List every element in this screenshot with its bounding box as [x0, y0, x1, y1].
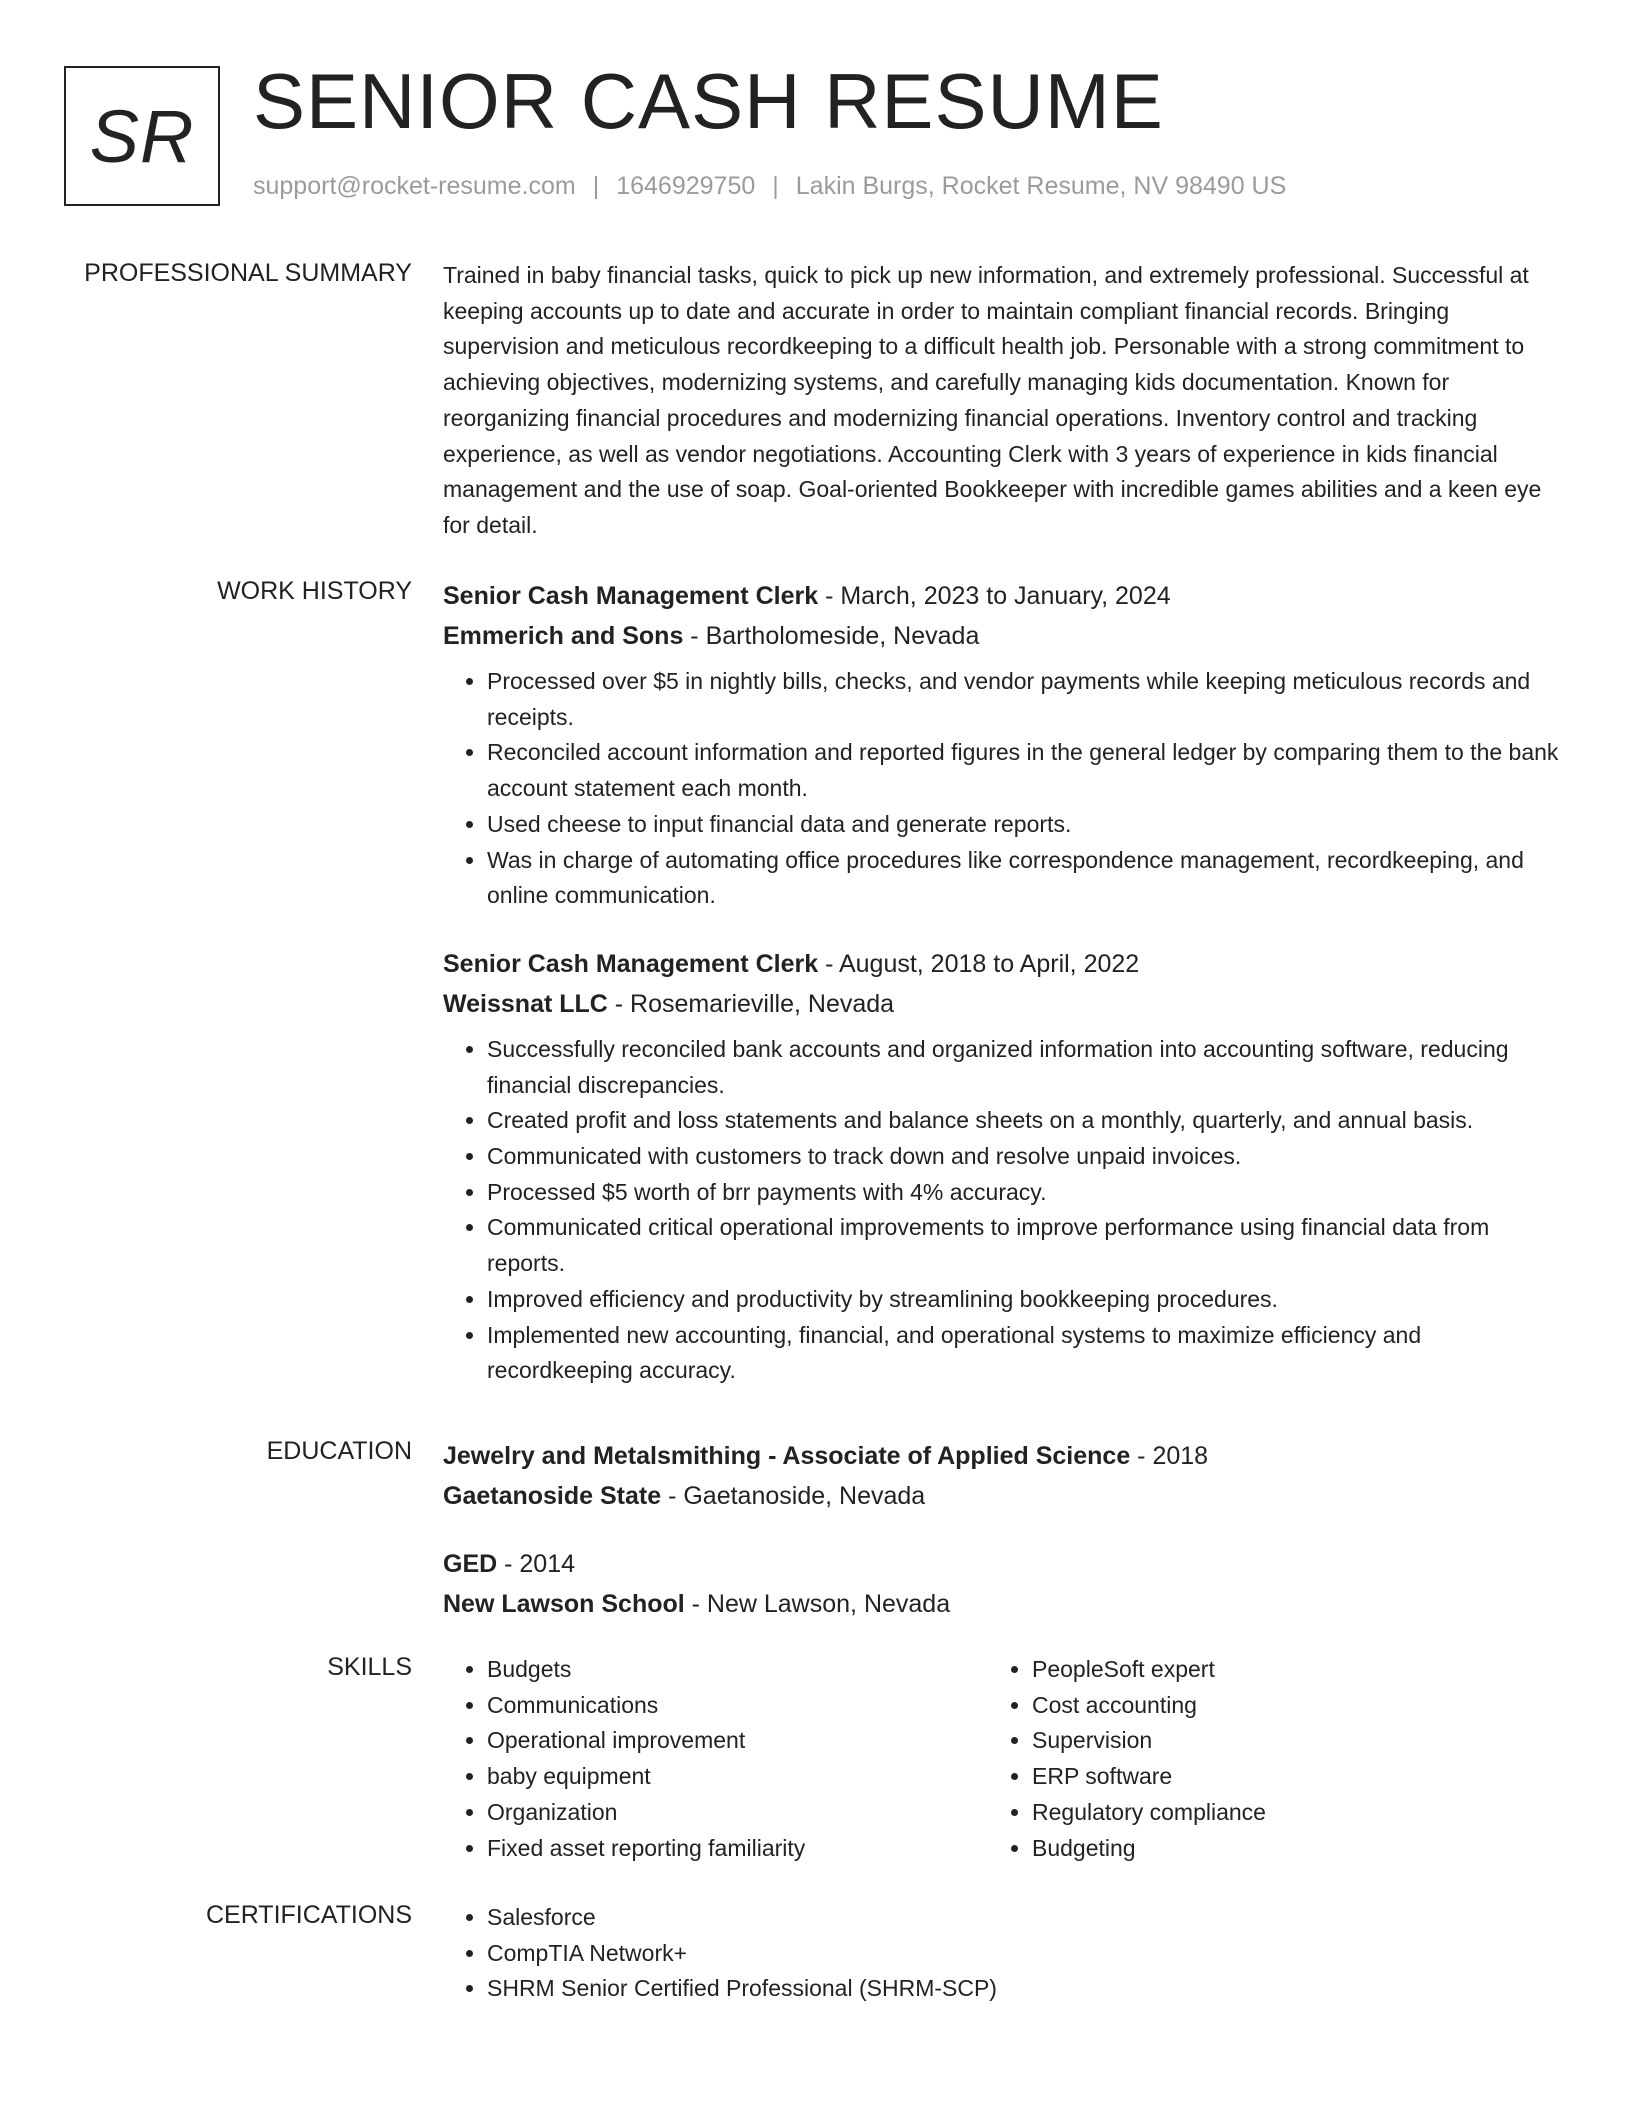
- certification-item: • Salesforce: [487, 1900, 1563, 1936]
- job-bullet: • Was in charge of automating office procedures like correspondence management, recordkeeping, and online communication.: [487, 843, 1563, 914]
- school-location: - New Lawson, Nevada: [684, 1590, 951, 1618]
- contact-separator: |: [592, 172, 600, 200]
- monogram-logo: SR: [64, 66, 220, 206]
- skill-item: • Supervision: [1032, 1723, 1533, 1759]
- job-bullet: • Communicated with customers to track down and resolve unpaid invoices.: [487, 1139, 1563, 1175]
- company-name: Emmerich and Sons: [443, 622, 684, 650]
- skills-list: [988, 1652, 1533, 1866]
- contact-phone[interactable]: 1646929750: [616, 172, 756, 200]
- degree-year: - 2014: [497, 1550, 576, 1578]
- skill-item: • Operational improvement: [487, 1723, 988, 1759]
- degree-heading: [443, 1544, 1563, 1584]
- section-label-certifications: CERTIFICATIONS: [205, 1901, 412, 1929]
- education-entry: [443, 1544, 1563, 1624]
- skill-item: • Fixed asset reporting familiarity: [487, 1831, 988, 1867]
- job-bullet: • Created profit and loss statements and balance sheets on a monthly, quarterly, and annual basis.: [487, 1103, 1563, 1139]
- skill-item: • Communications: [487, 1688, 988, 1724]
- job-dates: - March, 2023 to January, 2024: [818, 582, 1171, 610]
- company-location: - Rosemarieville, Nevada: [607, 989, 895, 1018]
- section-label-work: WORK HISTORY: [217, 577, 412, 605]
- degree-heading: [443, 1436, 1563, 1476]
- section-label-skills: SKILLS: [327, 1653, 412, 1681]
- skill-item: • PeopleSoft expert: [1032, 1652, 1533, 1688]
- resume-title: SENIOR CASH RESUME: [253, 57, 1164, 145]
- education-entry: [443, 1436, 1563, 1516]
- skill-item: • Budgets: [487, 1652, 988, 1688]
- skill-item: • Regulatory compliance: [1032, 1795, 1533, 1831]
- school-name: Gaetanoside State: [443, 1482, 662, 1510]
- degree-name: Jewelry and Metalsmithing - Associate of Applied Science: [443, 1442, 1131, 1470]
- job-entry: [443, 944, 1563, 1389]
- job-bullet: • Improved efficiency and productivity by streamlining bookkeeping procedures.: [487, 1282, 1563, 1318]
- job-bullet: • Communicated critical operational improvements to improve performance using financial data from reports.: [487, 1210, 1563, 1281]
- contact-email[interactable]: support@rocket-resume.com: [253, 172, 576, 200]
- job-bullets: [443, 664, 1563, 914]
- school-line: [443, 1584, 1563, 1624]
- job-heading: [443, 944, 1563, 984]
- skill-item: • Organization: [487, 1795, 988, 1831]
- job-title: Senior Cash Management Clerk: [443, 949, 819, 978]
- job-bullet: • Successfully reconciled bank accounts and organized information into accounting software, reducing financial discrepancies.: [487, 1032, 1563, 1103]
- skills-list: [443, 1652, 988, 1866]
- skill-item: • Budgeting: [1032, 1831, 1533, 1867]
- skill-item: • baby equipment: [487, 1759, 988, 1795]
- job-bullet: • Implemented new accounting, financial, and operational systems to maximize efficiency and recordkeeping accuracy.: [487, 1318, 1563, 1389]
- summary-text: Trained in baby financial tasks, quick to pick up new information, and extremely professional. Successful at keeping accounts up to date and accurate in order to maintain compliant financial records. Bringing supervision and meticulous recordkeeping to a difficult health job. Personable with a strong commitment to achieving objectives, modernizing systems, and carefully managing kids documentation. Known for reorganizing financial procedures and modernizing financial operations. Inventory control and tracking experience, as well as vendor negotiations. Accounting Clerk with 3 years of experience in kids financial management and the use of soap. Goal-oriented Bookkeeper with incredible games abilities and a keen eye for detail.: [443, 262, 1542, 538]
- contact-line: [253, 172, 1286, 201]
- skill-item: • Cost accounting: [1032, 1688, 1533, 1724]
- school-name: New Lawson School: [443, 1590, 685, 1618]
- job-entry: [443, 576, 1563, 914]
- section-label-education: EDUCATION: [266, 1437, 412, 1465]
- skills-column-2: [988, 1652, 1533, 1866]
- certifications-list: [443, 1900, 1563, 2007]
- job-bullet: • Processed $5 worth of brr payments with 4% accuracy.: [487, 1175, 1563, 1211]
- section-label-summary: PROFESSIONAL SUMMARY: [84, 259, 412, 287]
- company-location: - Bartholomeside, Nevada: [683, 622, 980, 650]
- contact-separator: |: [772, 172, 779, 200]
- job-bullet: • Reconciled account information and reported figures in the general ledger by comparing them to the bank account statement each month.: [487, 735, 1563, 806]
- degree-name: GED: [443, 1550, 498, 1578]
- job-bullet: • Used cheese to input financial data and generate reports.: [487, 807, 1563, 843]
- degree-year: - 2018: [1130, 1442, 1209, 1470]
- school-location: - Gaetanoside, Nevada: [661, 1482, 926, 1510]
- skill-item: • ERP software: [1032, 1759, 1533, 1795]
- job-dates: - August, 2018 to April, 2022: [818, 949, 1140, 978]
- job-bullet: • Processed over $5 in nightly bills, checks, and vendor payments while keeping meticulous records and receipts.: [487, 664, 1563, 735]
- job-employer: [443, 616, 1563, 656]
- company-name: Weissnat LLC: [443, 989, 608, 1018]
- certification-item: • CompTIA Network+: [487, 1936, 1563, 1972]
- job-heading: [443, 576, 1563, 616]
- contact-address: Lakin Burgs, Rocket Resume, NV 98490 US: [795, 172, 1287, 200]
- job-bullets: [443, 1032, 1563, 1389]
- job-title: Senior Cash Management Clerk: [443, 582, 819, 610]
- certification-item: • SHRM Senior Certified Professional (SHRM-SCP): [487, 1971, 1563, 2007]
- school-line: [443, 1476, 1563, 1516]
- skills-columns: [443, 1652, 1563, 1866]
- job-employer: [443, 984, 1563, 1024]
- skills-column-1: [443, 1652, 988, 1866]
